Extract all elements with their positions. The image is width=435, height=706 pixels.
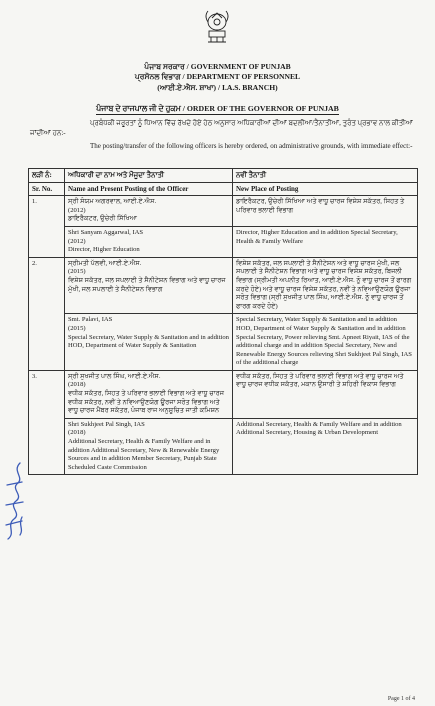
officer-name: ਸ੍ਰੀਮਤੀ ਪੱਲਵੀ, ਆਈ.ਏ.ਐਸ.	[68, 259, 142, 267]
officer-year: (2018)	[68, 381, 86, 389]
officer-name: Shri Sanyam Aggarwal, IAS	[68, 228, 144, 236]
officer-cell-pa	[65, 370, 233, 418]
new-posting-pa: ਵਧੀਕ ਸਕੱਤਰ, ਸਿਹਤ ਤੇ ਪਰਿਵਾਰ ਭਲਾਈ ਵਿਭਾਗ ਅਤੇ ਵਾਧੂ ਚਾਰਜ ਅਤੇ ਵਾਧੂ ਚਾਰਜ ਵਧੀਕ ਸਕੱਤਰ, ਮਕਾਨ ਉਸਾਰੀ ਤੇ ਸ਼ਹਿਰੀ ਵਿਕਾਸ ਵਿਭਾਗ	[233, 370, 418, 418]
officer-cell-pa	[65, 196, 233, 227]
row-sr: 2.	[29, 257, 65, 370]
officer-year: (2018)	[68, 429, 86, 437]
head-name-en: Name and Present Posting of the Officer	[65, 182, 233, 196]
header-line-3: (ਆਈ.ਏ.ਐਸ. ਸ਼ਾਖਾ) / I.A.S. BRANCH)	[157, 83, 278, 92]
head-name-pa: ਅਧਿਕਾਰੀ ਦਾ ਨਾਮ ਅਤੇ ਮੌਜੂਦਾ ਤੈਨਾਤੀ	[65, 169, 233, 183]
officer-name: ਸ੍ਰੀ ਸੰਯਮ ਅਗਰਵਾਲ, ਆਈ.ਏ.ਐਸ.	[68, 198, 157, 206]
handwritten-signature-icon	[2, 455, 28, 545]
table-header-row-en	[29, 182, 418, 196]
header-line-2: ਪ੍ਰਸੋਨਲ ਵਿਭਾਗ / DEPARTMENT OF PERSONNEL	[134, 72, 301, 81]
table-row	[29, 418, 418, 475]
officer-name: Shri Sukhjeet Pal Singh, IAS	[68, 420, 145, 428]
posting-table	[28, 168, 418, 475]
head-new-pa: ਨਵੀਂ ਤੈਨਾਤੀ	[233, 169, 418, 183]
head-sr-en: Sr. No.	[29, 182, 65, 196]
officer-post: ਡਾਇਰੈਕਟਰ, ਉਚੇਰੀ ਸਿੱਖਿਆ	[68, 215, 138, 223]
officer-cell-en	[65, 314, 233, 371]
table-row	[29, 257, 418, 314]
new-posting-pa: ਵਿਸ਼ੇਸ਼ ਸਕੱਤਰ, ਜਲ ਸਪਲਾਈ ਤੇ ਸੈਨੀਟੇਸ਼ਨ ਅਤੇ ਵਾਧੂ ਚਾਰਜ ਮੁੱਖੀ, ਜਲ ਸਪਲਾਈ ਤੇ ਸੈਨੀਟੇਸ਼ਨ ਵਿਭਾਗ ਅਤੇ ਵਾਧੂ ਚਾਰਜ ਵਿਸ਼ੇਸ਼ ਸਕੱਤਰ, ਬਿਜਲੀ ਵਿਭਾਗ (ਸ੍ਰੀਮਤੀ ਅਪਨੀਤ ਰਿਆਤ, ਆਈ.ਏ.ਐਸ. ਨੂੰ ਵਾਧੂ ਚਾਰਜ ਤੋਂ ਫਾਰਗ ਕਰਦੇ ਹੋਏ) ਅਤੇ ਵਾਧੂ ਚਾਰਜ ਵਿਸ਼ੇਸ਼ ਸਕੱਤਰ, ਨਵੀਂ ਤੇ ਨਵਿਆਉਣਯੋਗ ਊਰਜਾ ਸਰੋਤ ਵਿਭਾਗ (ਸ੍ਰੀ ਸੁਖਜੀਤ ਪਾਲ ਸਿੰਘ, ਆਈ.ਏ.ਐਸ. ਨੂੰ ਵਾਧੂ ਚਾਰਜ ਤੋਂ ਫਾਰਗ ਕਰਦੇ ਹੋਏ)	[233, 257, 418, 314]
officer-year: (2012)	[68, 237, 86, 245]
officer-cell-en	[65, 226, 233, 257]
officer-name: ਸ੍ਰੀ ਸੁਖਜੀਤ ਪਾਲ ਸਿੰਘ, ਆਈ.ਏ.ਐਸ.	[68, 372, 161, 380]
table-row	[29, 370, 418, 418]
officer-name: Smt. Palavi, IAS	[68, 316, 113, 324]
intro-para-punjabi: ਪ੍ਰਬੰਧਕੀ ਜਰੂਰਤਾਂ ਨੂੰ ਧਿਆਨ ਵਿੱਚ ਰੱਖਦੇ ਹੋਏ ਹੇਠ ਅਨੁਸਾਰ ਅਧਿਕਾਰੀਆਂ ਦੀਆਂ ਬਦਲੀਆਂ/ਤੈਨਾਤੀਆਂ, ਤੁਰੰਤ ਪ੍ਰਭਾਵ ਨਾਲ ਕੀਤੀਆਂ ਜਾਂਦੀਆਂ ਹਨ:-	[30, 119, 413, 137]
officer-post: Director, Higher Education	[68, 246, 140, 254]
header-line-1: ਪੰਜਾਬ ਸਰਕਾਰ / GOVERNMENT OF PUNJAB	[144, 62, 291, 71]
new-posting-en: Director, Higher Education and in addition Special Secretary, Health & Family Welfare	[233, 226, 418, 257]
table-header-row-pa	[29, 169, 418, 183]
officer-post: Additional Secretary, Health & Family Welfare and in addition Additional Secretary, New & Renewable Energy Sources and in addition Member Secretary, Punjab State Scheduled Caste Commission	[68, 438, 220, 471]
intro-para-english: The posting/transfer of the following officers is hereby ordered, on administrative grounds, with immediate effect:-	[90, 142, 413, 150]
officer-post: Special Secretary, Water Supply & Sanitation and in addition HOD, Department of Water Supply & Sanitation	[68, 333, 229, 350]
page-number: Page 1 of 4	[387, 696, 415, 702]
officer-post: ਵਿਸ਼ੇਸ਼ ਸਕੱਤਰ, ਜਲ ਸਪਲਾਈ ਤੇ ਸੈਨੀਟੇਸ਼ਨ ਵਿਭਾਗ ਅਤੇ ਵਾਧੂ ਚਾਰਜ ਮੁੱਖੀ, ਜਲ ਸਪਲਾਈ ਤੇ ਸੈਨੀਟੇਸ਼ਨ ਵਿਭਾਗ	[68, 276, 226, 293]
new-posting-pa: ਡਾਇਰੈਕਟਰ, ਉਚੇਰੀ ਸਿੱਖਿਆ ਅਤੇ ਵਾਧੂ ਚਾਰਜ ਵਿਸ਼ੇਸ਼ ਸਕੱਤਰ, ਸਿਹਤ ਤੇ ਪਰਿਵਾਰ ਭਲਾਈ ਵਿਭਾਗ	[233, 196, 418, 227]
officer-cell-en	[65, 418, 233, 475]
new-posting-en: Additional Secretary, Health & Family Welfare and in addition Additional Secretary, Housing & Urban Development	[233, 418, 418, 475]
officer-year: (2015)	[68, 268, 86, 276]
table-row	[29, 196, 418, 227]
officer-year: (2015)	[68, 324, 86, 332]
head-new-en: New Place of Posting	[233, 182, 418, 196]
state-emblem-icon	[200, 8, 234, 46]
officer-cell-pa	[65, 257, 233, 314]
table-row	[29, 226, 418, 257]
new-posting-en: Special Secretary, Water Supply & Sanitation and in addition HOD, Department of Water Supply & Sanitation and in addition Special Secretary, Power relieving Smt. Apneet Riyait, IAS of the additional charge and in addition Special Secretary, New and Renewable Energy Sources relieving Shri Sukhjeet Pal Singh, IAS of the additional charge	[233, 314, 418, 371]
row-sr: 3.	[29, 370, 65, 475]
order-title: ਪੰਜਾਬ ਦੇ ਰਾਜਪਾਲ ਜੀ ਦੇ ਹੁਕਮ / ORDER OF THE GOVERNOR OF PUNJAB	[96, 104, 339, 113]
officer-post: ਵਧੀਕ ਸਕੱਤਰ, ਸਿਹਤ ਤੇ ਪਰਿਵਾਰ ਭਲਾਈ ਵਿਭਾਗ ਅਤੇ ਵਾਧੂ ਚਾਰਜ ਵਧੀਕ ਸਕੱਤਰ, ਨਵੀਂ ਤੇ ਨਵਿਆਉਣਯੋਗ ਊਰਜਾ ਸਰੋਤ ਵਿਭਾਗ ਅਤੇ ਵਾਧੂ ਚਾਰਜ ਮੈਂਬਰ ਸਕੱਤਰ, ਪੰਜਾਬ ਰਾਜ ਅਨੁਸੂਚਿਤ ਜਾਤੀ ਕਮਿਸ਼ਨ	[68, 390, 225, 415]
table-row	[29, 314, 418, 371]
officer-year: (2012)	[68, 206, 86, 214]
head-sr-pa: ਲੜੀ ਨੰ:	[29, 169, 65, 183]
row-sr: 1.	[29, 196, 65, 258]
